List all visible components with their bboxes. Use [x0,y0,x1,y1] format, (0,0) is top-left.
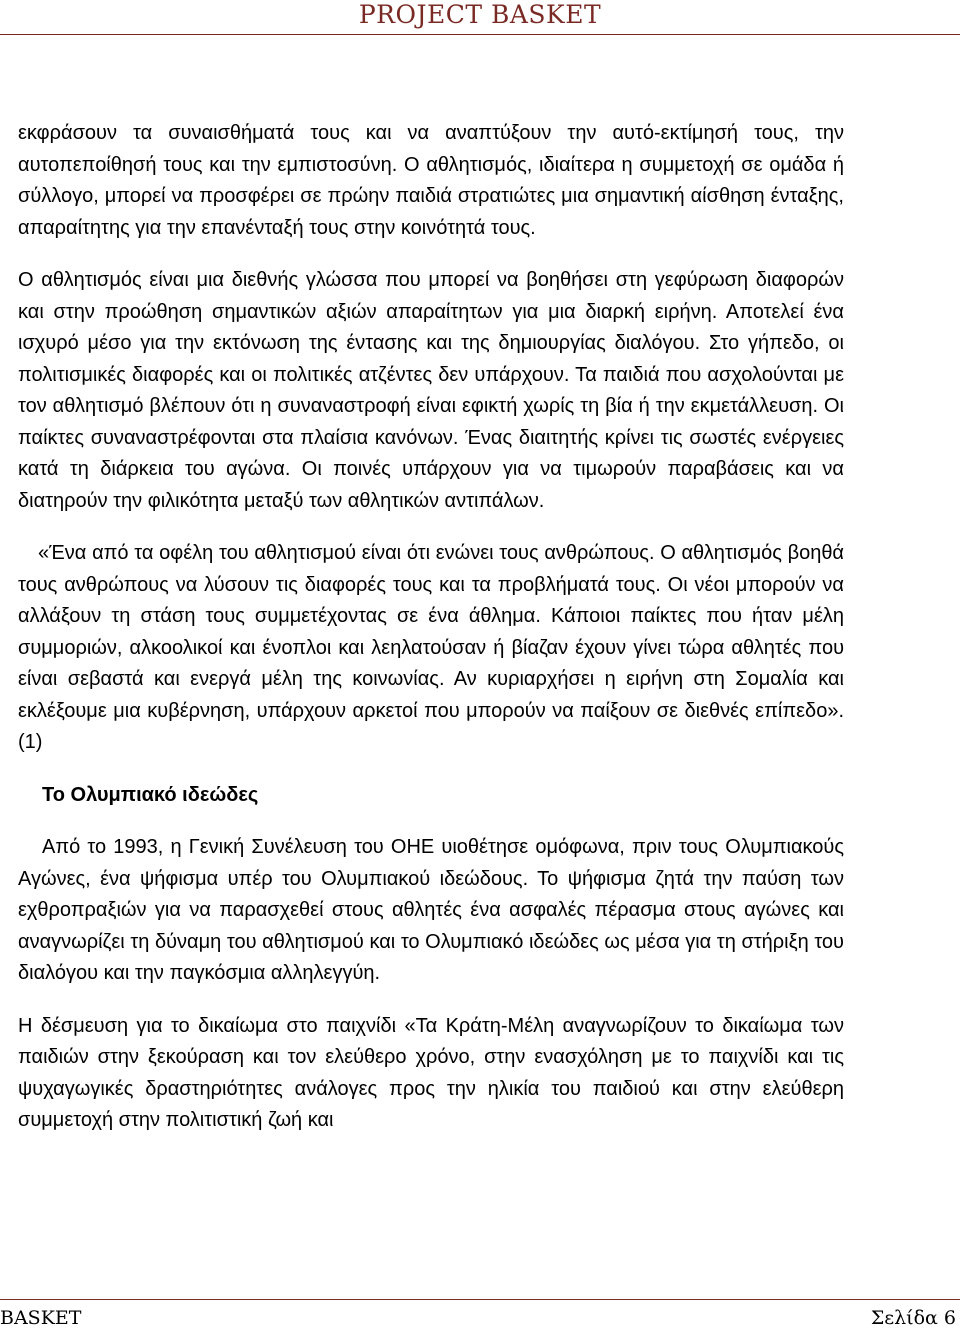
paragraph: Από το 1993, η Γενική Συνέλευση του ΟΗΕ υιοθέτησε ομόφωνα, πριν τους Ολυμπιακούς Αγώνες, ένα ψήφισμα υπέρ του Ολυμπιακού ιδεώδους. Το ψήφισμα ζητά την παύση των εχθροπραξιών για να παρασχεθεί στους αθλητές ένα ασφαλές πέρασμα στους αγώνες και αναγνωρίζει τη δύναμη του αθλητισμού και το Ολυμπιακό ιδεώδες ως μέσα για τη στήριξη του διαλόγου και την παγκόσμια αλληλεγγύη. [18,836,844,984]
section-heading: Το Ολυμπιακό ιδεώδες [42,783,259,806]
paragraph: Ο αθλητισμός είναι μια διεθνής γλώσσα που μπορεί να βοηθήσει στη γεφύρωση διαφορών και στην προώθηση σημαντικών αξιών απαραίτητων για μια διαρκή ειρήνη. Αποτελεί ένα ισχυρό μέσο για την εκτόνωση της έντασης και της δημιουργίας διαλόγου. Στο γήπεδο, οι πολιτισμικές διαφορές και οι πολιτικές ατζέντες δεν υπάρχουν. Τα παιδιά που ασχολούνται με τον αθλητισμό βλέπουν ότι η συναναστροφή είναι εφικτή χωρίς τη βία ή την εκμετάλλευση. Οι παίκτες συναναστρέφονται στα πλαίσια κανόνων. Ένας διαιτητής κρίνει τις σωστές ενέργειες κατά τη διάρκεια του αγώνα. Οι ποινές υπάρχουν για να τιμωρούν παραβάσεις και να διατηρούν την φιλικότητα μεταξύ των αθλητικών αντιπάλων. [18,269,844,512]
page-footer [0,1299,960,1329]
paragraph: εκφράσουν τα συναισθήματά τους και να αναπτύξουν την αυτό-εκτίμησή τους, την αυτοπεποίθησή τους και την εμπιστοσύνη. Ο αθλητισμός, ιδιαίτερα η συμμετοχή σε ομάδα ή σύλλογο, μπορεί να προσφέρει σε πρώην παιδιά στρατιώτες μια σημαντική αίσθηση ένταξης, απαραίτητης για την επανένταξή τους στην κοινότητά τους. [18,122,844,239]
paragraph: Η δέσμευση για το δικαίωμα στο παιχνίδι «Τα Κράτη-Μέλη αναγνωρίζουν το δικαίωμα των παιδιών στην ξεκούραση και τον ελεύθερο χρόνο, στην ενασχόληση με το παιχνίδι και τις ψυχαγωγικές δραστηριότητες ανάλογες προς την ηλικία του παιδιού και στην ελεύθερη συμμετοχή στην πολιτιστική ζωή και [18,1014,844,1131]
document-body [18,118,844,1137]
header-title: PROJECT BASKET [358,0,602,29]
page-number: Σελίδα 6 [870,1307,956,1329]
page-header [0,0,960,34]
footer-document-name: BASKET [0,1307,82,1329]
quote-paragraph: «Ένα από τα οφέλη του αθλητισμού είναι ότι ενώνει τους ανθρώπους. Ο αθλητισμός βοηθά τους ανθρώπους να λύσουν τις διαφορές τους και τα προβλήματά τους. Οι νέοι μπορούν να αλλάξουν τη στάση τους συμμετέχοντας σε ένα άθλημα. Κάποιοι παίκτες που ήταν μέλη συμμοριών, αλκοολικοί και ένοπλοι και λεηλατούσαν ή βίαζαν έχουν γίνει τώρα αθλητές που είναι σεβαστά και ενεργά μέλη της κοινωνίας. Αν κυριαρχήσει η ειρήνη στη Σομαλία και εκλέξουμε μια κυβέρνηση, υπάρχουν αρκετοί που μπορούν να παίξουν σε διεθνές επίπεδο».(1) [18,542,844,753]
